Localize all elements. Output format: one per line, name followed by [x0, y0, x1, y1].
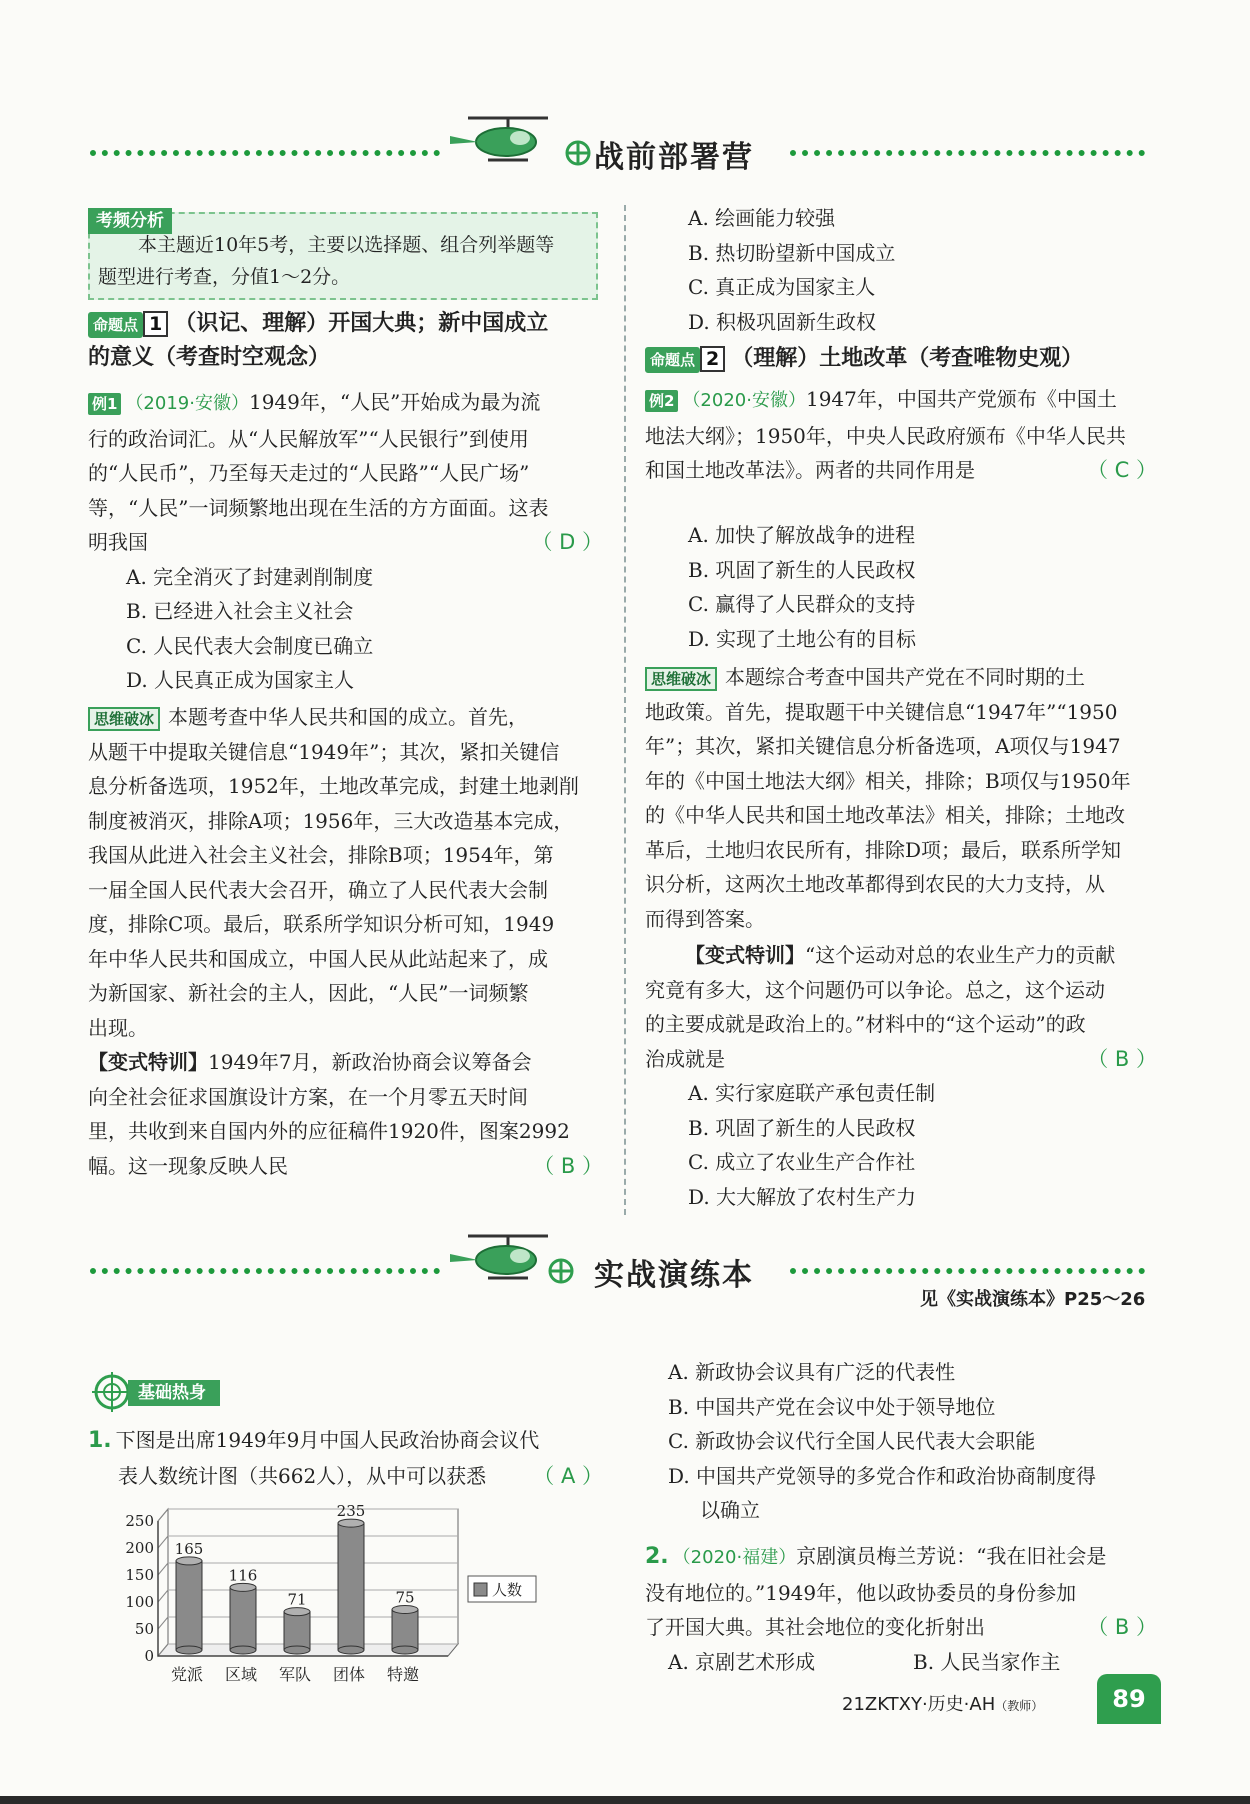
analysis-line: 而得到答案。	[645, 906, 765, 931]
legend-label: 人数	[492, 1581, 523, 1599]
analysis-line: 识分析，这两次土地改革都得到农民的大力支持，从	[645, 872, 1105, 896]
variant-line: 治成就是	[645, 1046, 725, 1071]
point-title: （理解）土地改革（考查唯物史观）	[731, 346, 1084, 371]
option: D. 人民真正成为国家主人	[126, 668, 355, 692]
bar-base	[392, 1646, 418, 1654]
example-stem-line: 行的政治词汇。从“人民解放军”“人民银行”到使用	[88, 426, 529, 451]
option: A. 完全消灭了封建剥削制度	[126, 564, 374, 589]
bar	[176, 1561, 202, 1650]
example-stem-line: 等，“人民”一词频繁地出现在生活的方方面面。这表	[88, 495, 549, 520]
y-tick-label: 100	[125, 1593, 154, 1611]
example-tag: 例2	[645, 390, 678, 412]
bar	[338, 1523, 364, 1650]
section-badge-icon	[548, 1258, 574, 1284]
gridline	[158, 1563, 168, 1575]
analysis-tag: 思维破冰	[645, 667, 717, 691]
option: B. 中国共产党在会议中处于领导地位	[668, 1394, 996, 1419]
bar	[230, 1587, 256, 1650]
analysis-line: 的《中华人民共和国土地改革法》相关，排除；土地改	[645, 803, 1125, 827]
delegate-bar-chart	[118, 1496, 588, 1696]
data-label: 165	[174, 1539, 204, 1558]
data-label: 71	[287, 1590, 307, 1609]
footer-edition: （教师）	[995, 1699, 1044, 1713]
analysis-tag: 思维破冰	[88, 707, 160, 731]
example-stem-line: 的“人民币”，乃至每天走过的“人民路”“人民广场”	[88, 461, 530, 485]
example-stem-line: 1949年，“人民”开始成为最为流	[248, 390, 541, 414]
option: B. 巩固了新生的人民政权	[688, 557, 916, 582]
point-heading	[88, 307, 608, 375]
option: D. 实现了土地公有的目标	[688, 626, 917, 651]
answer-mark: （ B ）	[1087, 1615, 1157, 1639]
helicopter-icon	[448, 110, 568, 180]
question-line: 京剧演员梅兰芳说：“我在旧社会是	[796, 1544, 1107, 1568]
point-tag: 命题点	[88, 312, 143, 338]
chart-side-wall	[158, 1509, 168, 1656]
option: D. 积极巩固新生政权	[688, 309, 877, 334]
section-divider-dots	[90, 150, 440, 156]
bar-base	[284, 1646, 310, 1654]
question-number: 2.	[645, 1544, 669, 1569]
gridline	[158, 1590, 168, 1602]
y-tick-label: 0	[144, 1647, 154, 1665]
gridline	[158, 1536, 168, 1548]
answer-mark: （ A ）	[533, 1463, 603, 1488]
option: C. 成立了农业生产合作社	[688, 1150, 916, 1174]
bar	[284, 1612, 310, 1650]
point-number: 1	[143, 311, 168, 337]
bar-top	[230, 1583, 256, 1591]
y-tick-label: 200	[125, 1539, 154, 1557]
variant-1-options	[650, 201, 1160, 339]
analysis-line: 出现。	[88, 1015, 148, 1040]
bar-top	[392, 1606, 418, 1614]
footer-code	[842, 1690, 1043, 1716]
point-heading	[645, 342, 1165, 376]
answer-mark: （ D ）	[531, 530, 603, 554]
point-title: 的意义（考查时空观念）	[88, 345, 331, 370]
variant-line: 里，共收到来自国内外的应征稿件1920件，图案2992	[88, 1119, 570, 1143]
variant-line: 1949年7月，新政治协商会议筹备会	[208, 1050, 532, 1074]
gridline	[158, 1509, 168, 1521]
variant-line: 的主要成就是政治上的。”材料中的“这个运动”的政	[645, 1012, 1086, 1036]
option: C. 新政协会议代行全国人民代表大会职能	[668, 1429, 1036, 1453]
analysis-1	[88, 700, 603, 1045]
frequency-tag: 考频分析	[88, 208, 172, 234]
option: A. 加快了解放战争的进程	[688, 523, 916, 547]
analysis-line: 为新国家、新社会的主人，因此，“人民”一词频繁	[88, 981, 529, 1005]
analysis-line: 从题干中提取关键信息“1949年”；其次，紧扣关键信	[88, 739, 560, 764]
option: 以确立	[700, 1498, 760, 1522]
bar	[392, 1610, 418, 1651]
legend-swatch	[474, 1583, 487, 1596]
example-stem-line: 地法大纲》；1950年，中央人民政府颁布《中华人民共	[645, 423, 1126, 448]
bar-top	[176, 1557, 202, 1565]
variant-line: “这个运动对总的农业生产力的贡献	[805, 943, 1116, 967]
analysis-line: 我国从此进入社会主义社会，排除B项；1954年，第	[88, 843, 554, 867]
example-source: （2019·安徽）	[125, 393, 249, 414]
variant-line: 幅。这一现象反映人民	[88, 1153, 288, 1178]
workbook-reference: 见《实战演练本》P25～26	[920, 1289, 1146, 1310]
target-icon	[92, 1372, 132, 1412]
x-tick-label: 团体	[332, 1665, 366, 1684]
question-source: （2020·福建）	[672, 1547, 797, 1568]
example-1	[88, 385, 603, 698]
frequency-text	[98, 229, 588, 293]
bar-base	[338, 1646, 364, 1654]
frequency-line: 本主题近10年5考，主要以选择题、组合列举题等	[138, 234, 555, 256]
x-tick-label: 党派	[170, 1665, 204, 1684]
analysis-line: 本题考查中华人民共和国的成立。首先，	[168, 705, 529, 729]
answer-mark: （ B ）	[533, 1153, 603, 1178]
column-divider	[624, 205, 626, 1215]
warmup-tag: 基础热身	[128, 1380, 220, 1406]
question-1	[88, 1423, 603, 1493]
analysis-line: 年的《中国土地法大纲》相关，排除；B项仅与1950年	[645, 768, 1131, 793]
question-line: 没有地位的。”1949年，他以政协委员的身份参加	[645, 1580, 1077, 1605]
footer-code-text: 21ZKTXY·历史·AH	[842, 1694, 996, 1715]
point-tag: 命题点	[645, 347, 700, 373]
x-tick-label: 军队	[278, 1665, 312, 1684]
analysis-line: 一届全国人民代表大会召开，确立了人民代表大会制	[88, 877, 548, 902]
data-label: 116	[228, 1566, 258, 1585]
y-tick-label: 250	[125, 1512, 154, 1530]
variant-line: 究竟有多大，这个问题仍可以争论。总之，这个运动	[645, 977, 1105, 1002]
answer-mark: （ B ）	[1087, 1046, 1157, 1071]
answer-mark: （ C ）	[1086, 458, 1157, 482]
bar-base	[230, 1646, 256, 1654]
analysis-2	[645, 660, 1157, 936]
option: C. 真正成为国家主人	[688, 275, 876, 299]
example-2	[645, 382, 1157, 488]
analysis-line: 度，排除C项。最后，联系所学知识分析可知，1949	[88, 912, 555, 936]
question-line: 下图是出席1949年9月中国人民政治协商会议代	[115, 1428, 540, 1452]
question-line: 了开国大典。其社会地位的变化折射出	[645, 1615, 985, 1639]
option: A. 新政协会议具有广泛的代表性	[668, 1360, 956, 1384]
data-label: 75	[395, 1588, 415, 1607]
question-1-options	[668, 1355, 1168, 1528]
example-stem-line: 和国土地改革法》。两者的共同作用是	[645, 458, 975, 482]
gridline	[158, 1617, 168, 1629]
option: B. 热切盼望新中国成立	[688, 240, 896, 265]
section-title: 实战演练本	[594, 1258, 754, 1293]
option: B. 巩固了新生的人民政权	[688, 1115, 916, 1140]
question-2	[645, 1539, 1157, 1679]
variant-tag: 【变式特训】	[88, 1050, 208, 1074]
analysis-line: 息分析备选项，1952年，土地改革完成，封建土地剥削	[88, 774, 579, 798]
analysis-line: 本题综合考查中国共产党在不同时期的土	[725, 665, 1086, 689]
example-tag: 例1	[88, 393, 121, 415]
example-stem-line: 明我国	[88, 530, 148, 554]
y-tick-label: 150	[125, 1566, 154, 1584]
example-stem-line: 1947年，中国共产党颁布《中国土	[805, 387, 1117, 411]
section-divider-dots	[790, 150, 1145, 156]
option: B. 人民当家作主	[913, 1649, 1061, 1674]
variant-1	[88, 1045, 603, 1183]
option: A. 京剧艺术形成	[668, 1649, 816, 1674]
page-number: 89	[1097, 1674, 1161, 1724]
y-tick-label: 50	[134, 1620, 154, 1638]
analysis-line: 地政策。首先，提取题干中关键信息“1947年”“1950	[645, 699, 1118, 724]
section-badge-icon	[565, 140, 591, 166]
question-line: 表人数统计图（共662人），从中可以获悉	[118, 1463, 487, 1488]
analysis-line: 年”；其次，紧扣关键信息分析备选项，A项仅与1947	[645, 734, 1121, 758]
section-divider-dots	[790, 1268, 1145, 1274]
option: C. 人民代表大会制度已确立	[126, 633, 374, 658]
option: A. 实行家庭联产承包责任制	[688, 1081, 936, 1105]
bar-top	[284, 1608, 310, 1616]
option: B. 已经进入社会主义社会	[126, 599, 354, 623]
example-2-options	[650, 518, 1160, 656]
point-title: （识记、理解）开国大典；新中国成立	[174, 311, 549, 336]
variant-2	[645, 938, 1157, 1214]
section-title: 战前部署营	[594, 140, 754, 175]
variant-line: 向全社会征求国旗设计方案，在一个月零五天时间	[88, 1084, 528, 1109]
bar-top	[338, 1519, 364, 1527]
variant-tag: 【变式特训】	[685, 943, 805, 967]
option: D. 中国共产党领导的多党合作和政治协商制度得	[668, 1463, 1097, 1488]
example-source: （2020·安徽）	[682, 390, 806, 411]
option: C. 赢得了人民群众的支持	[688, 592, 916, 616]
analysis-line: 革后，土地归农民所有，排除D项；最后，联系所学知	[645, 837, 1122, 862]
option: A. 绘画能力较强	[688, 206, 836, 230]
x-tick-label: 区域	[224, 1665, 258, 1684]
bar-base	[176, 1646, 202, 1654]
frequency-line: 题型进行考查，分值1～2分。	[98, 266, 351, 288]
bottom-edge	[0, 1796, 1250, 1804]
question-number: 1.	[88, 1428, 112, 1453]
x-tick-label: 特邀	[386, 1665, 420, 1684]
data-label: 235	[336, 1502, 366, 1521]
section-divider-dots	[90, 1268, 440, 1274]
analysis-line: 制度被消灭，排除A项；1956年，三大改造基本完成，	[88, 808, 574, 833]
analysis-line: 年中华人民共和国成立，中国人民从此站起来了，成	[88, 946, 548, 971]
point-number: 2	[700, 346, 725, 372]
option: D. 大大解放了农村生产力	[688, 1184, 917, 1209]
